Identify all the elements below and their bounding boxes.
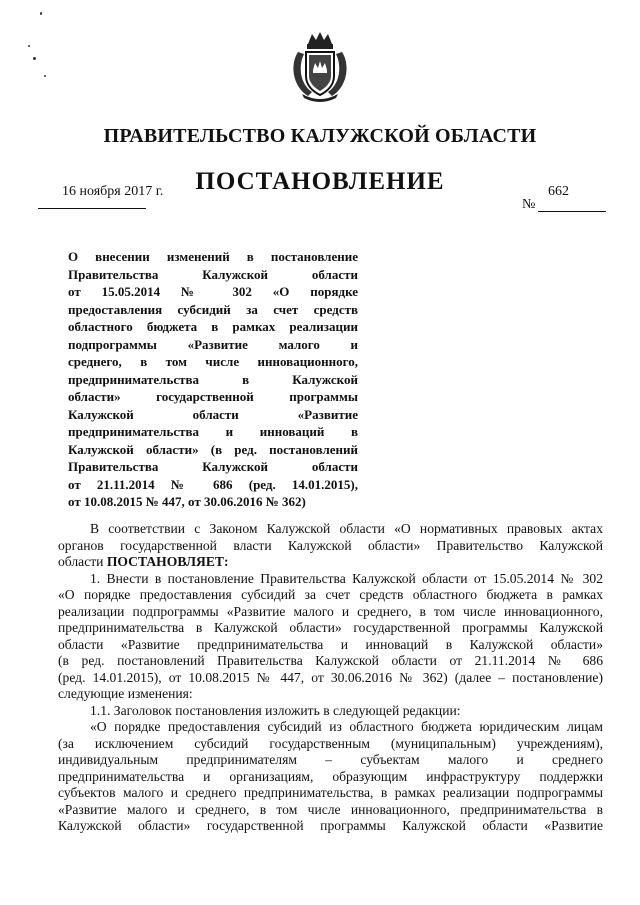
text-line: субъектов малого и среднего предпринимательства, в рамках реализации подпрограммы [58,785,603,800]
text-line: среднего, в том числе инновационного, [68,354,358,369]
text-line: 1. Внести в постановление Правительства Калужской области от 15.05.2014 № 302 [90,570,603,586]
text-line: предпринимательства в Калужской [68,371,358,387]
text-line: предоставления субсидий за счет средств [68,301,358,317]
coat-of-arms-emblem [288,30,352,102]
text-line: Правительства Калужской области [68,266,358,282]
document-date: 16 ноября 2017 г. [62,184,164,199]
item-1-paragraph [58,571,603,703]
text-line: предпринимательства и организациям, образующим инфраструктуру поддержки [58,768,603,784]
text-line: области» государственной программы [68,389,358,404]
text-line: реализации подпрограммы «Развитие малого и среднего, в том числе инновационного, [58,603,603,619]
text-line: следующие изменения: [58,686,193,701]
text-line: предпринимательства и инноваций в [68,424,358,439]
text-line: органов государственной власти Калужской области» Правительство Калужской [58,537,603,553]
date-underline [38,208,146,209]
text-line: Правительства Калужской области [68,459,358,474]
text-line: О внесении изменений в постановление [68,249,358,264]
text-line: В соответствии с Законом Калужской области «О нормативных правовых актах [90,521,603,536]
text-line: «Развитие малого и среднего, в том числе инновационного, предпринимательства в [58,801,603,817]
text-line: (в ред. постановлений Правительства Калужской области от 21.11.2014 № 686 [58,653,603,668]
number-underline [538,211,606,212]
scan-mark [33,57,36,60]
text-line: области «Развитие предпринимательства и инноваций в Калужской области» [58,636,603,652]
preamble-paragraph [58,521,603,554]
document-body [58,521,603,835]
document-type-title: ПОСТАНОВЛЕНИЕ [195,168,445,195]
preamble-last-prefix: области [58,554,107,569]
document-number: 662 [548,184,569,199]
text-line: «О порядке предоставления субсидий из областного бюджета юридическим лицам [90,719,603,734]
number-label: № [522,197,536,212]
decree-keyword: ПОСТАНОВЛЯЕТ: [106,554,229,569]
text-line: от 21.11.2014 № 686 (ред. 14.01.2015), [68,476,358,492]
text-line: Калужской области» (в ред. постановлений [68,441,358,457]
preamble-last-line [58,554,603,571]
text-line: предпринимательства в Калужской области» государственной программы Калужской [58,620,603,635]
text-line: от 10.08.2015 № 447, от 30.06.2016 № 362) [68,494,306,509]
text-line: индивидуальным предпринимателям – субъектам малого и среднего [58,752,603,767]
text-line: подпрограммы «Развитие малого и [68,336,358,352]
text-line: (ред. 14.01.2015), от 10.08.2015 № 447, от 30.06.2016 № 362) (далее – постановление) [58,669,603,685]
text-line: областного бюджета в рамках реализации [68,319,358,334]
scan-mark [44,75,46,77]
text-line: от 15.05.2014 № 302 «О порядке [68,284,358,299]
text-line: Калужской области «Развитие [68,406,358,422]
text-line: Калужской области» государственной программы Калужской области «Развитие [58,818,603,833]
scan-mark [40,12,42,15]
document-subject [68,248,358,511]
government-name: ПРАВИТЕЛЬСТВО КАЛУЖСКОЙ ОБЛАСТИ [103,125,537,147]
quoted-title-paragraph [58,719,603,835]
text-line: (за исключением субсидий государственным (муниципальным) учреждениям), [58,735,603,751]
scan-mark [28,45,30,47]
text-line: «О порядке предоставления субсидий за счет средств областного бюджета в рамках [58,587,603,602]
item-1-1-paragraph: 1.1. Заголовок постановления изложить в следующей редакции: [90,702,461,718]
